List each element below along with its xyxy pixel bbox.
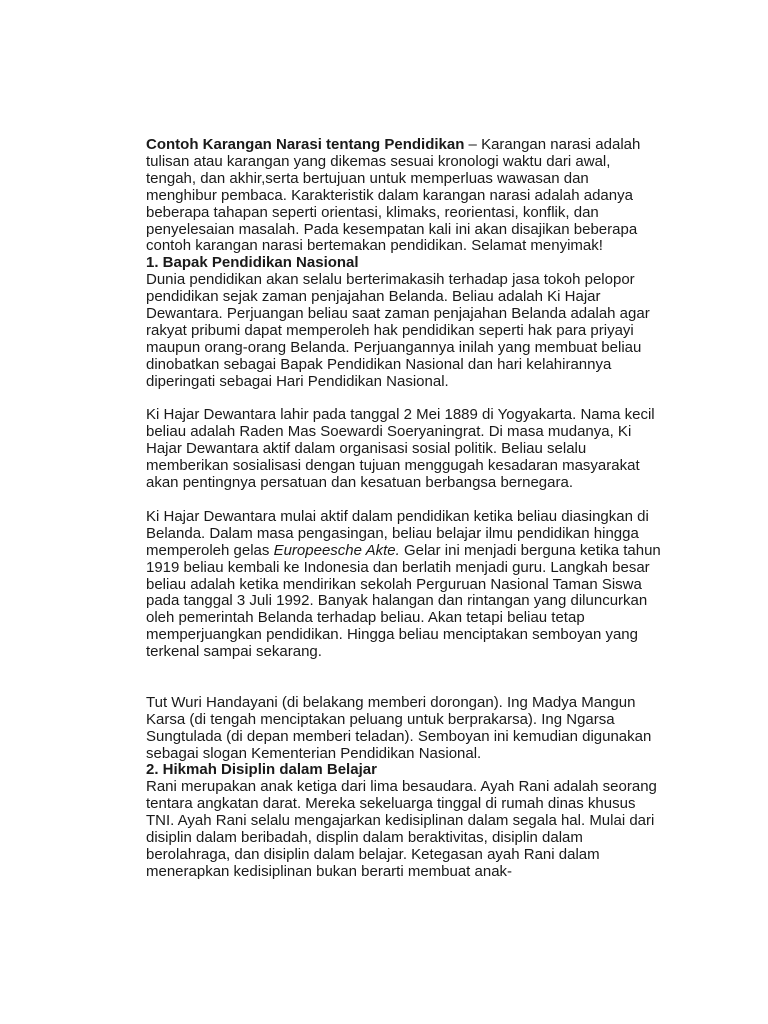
section-1-heading: 1. Bapak Pendidikan Nasional [146, 254, 359, 272]
intro-paragraph [146, 137, 662, 255]
intro-text: – Karangan narasi adalah tulisan atau karangan yang dikemas sesuai kronologi waktu dari awal, tengah, dan akhir,serta bertujuan untuk memperluas wawasan dan menghibur pembaca. Karakteristik dalam karangan narasi adalah adanya beberapa tahapan seperti orientasi, klimaks, reorientasi, konflik, dan penyelesaian masalah. Pada kesempatan kali ini akan disajikan beberapa contoh karangan narasi bertemakan pendidikan. Selamat menyimak! [146, 136, 641, 255]
paragraph-spacer-double [146, 661, 662, 695]
paragraph-3-text-start: Ki Hajar Dewantara mulai aktif dalam pendidikan ketika beliau diasingkan di Belanda. Dalam masa pengasingan, beliau belajar ilmu pendidikan hingga memperoleh gelas [146, 507, 649, 559]
section-1-paragraph-4: Tut Wuri Handayani (di belakang memberi dorongan). Ing Madya Mangun Karsa (di tengah menciptakan peluang untuk berprakarsa). Ing Ngarsa Sungtulada (di depan memberi teladan). Semboyan ini kemudian digunakan sebagai slogan Kementerian Pendidikan Nasional. [146, 693, 652, 762]
document-page [146, 137, 662, 881]
europeesche-akte-italic: Europeesche Akte. [273, 541, 400, 559]
paragraph-3-text-end: Gelar ini menjadi berguna ketika tahun 1919 beliau kembali ke Indonesia dan berlatih menjadi guru. Langkah besar beliau adalah ketika mendirikan sekolah Perguruan Nasional Taman Siswa pada tanggal 3 Juli 1992. Banyak halangan dan rintangan yang diluncurkan oleh pemerintah Belanda terhadap beliau. Akan tetapi beliau tetap memperjuangkan pendidikan. Hingga beliau menciptakan semboyan yang terkenal sampai sekarang. [146, 541, 661, 661]
section-2-paragraph-1: Rani merupakan anak ketiga dari lima besaudara. Ayah Rani adalah seorang tentara angkatan darat. Mereka sekeluarga tinggal di rumah dinas khusus TNI. Ayah Rani selalu mengajarkan kedisiplinan dalam segala hal. Mulai dari disiplin dalam beribadah, displin dalam beraktivitas, disiplin dalam berolahraga, dan disiplin dalam belajar. Ketegasan ayah Rani dalam menerapkan kedisiplinan bukan berarti membuat anak- [146, 778, 657, 880]
section-1-paragraph-2: Ki Hajar Dewantara lahir pada tanggal 2 Mei 1889 di Yogyakarta. Nama kecil beliau adalah Raden Mas Soewardi Soeryaningrat. Di masa mudanya, Ki Hajar Dewantara aktif dalam organisasi sosial politik. Beliau selalu memberikan sosialisasi dengan tujuan menggugah kesadaran masyarakat akan pentingnya persatuan dan kesatuan berbangsa bernegara. [146, 406, 655, 492]
paragraph-spacer [146, 492, 662, 509]
intro-title: Contoh Karangan Narasi tentang Pendidikan [146, 136, 465, 153]
section-2-heading: 2. Hikmah Disiplin dalam Belajar [146, 761, 377, 779]
paragraph-spacer [146, 391, 662, 408]
section-1-paragraph-1: Dunia pendidikan akan selalu berterimakasih terhadap jasa tokoh pelopor pendidikan sejak zaman penjajahan Belanda. Beliau adalah Ki Hajar Dewantara. Perjuangan beliau saat zaman penjajahan Belanda adalah agar rakyat pribumi dapat memperoleh hak pendidikan seperti hak para priyayi maupun orang-orang Belanda. Perjuangannya inilah yang membuat beliau dinobatkan sebagai Bapak Pendidikan Nasional dan hari kelahirannya diperingati sebagai Hari Pendidikan Nasional. [146, 271, 650, 390]
section-1-paragraph-3 [146, 509, 662, 661]
